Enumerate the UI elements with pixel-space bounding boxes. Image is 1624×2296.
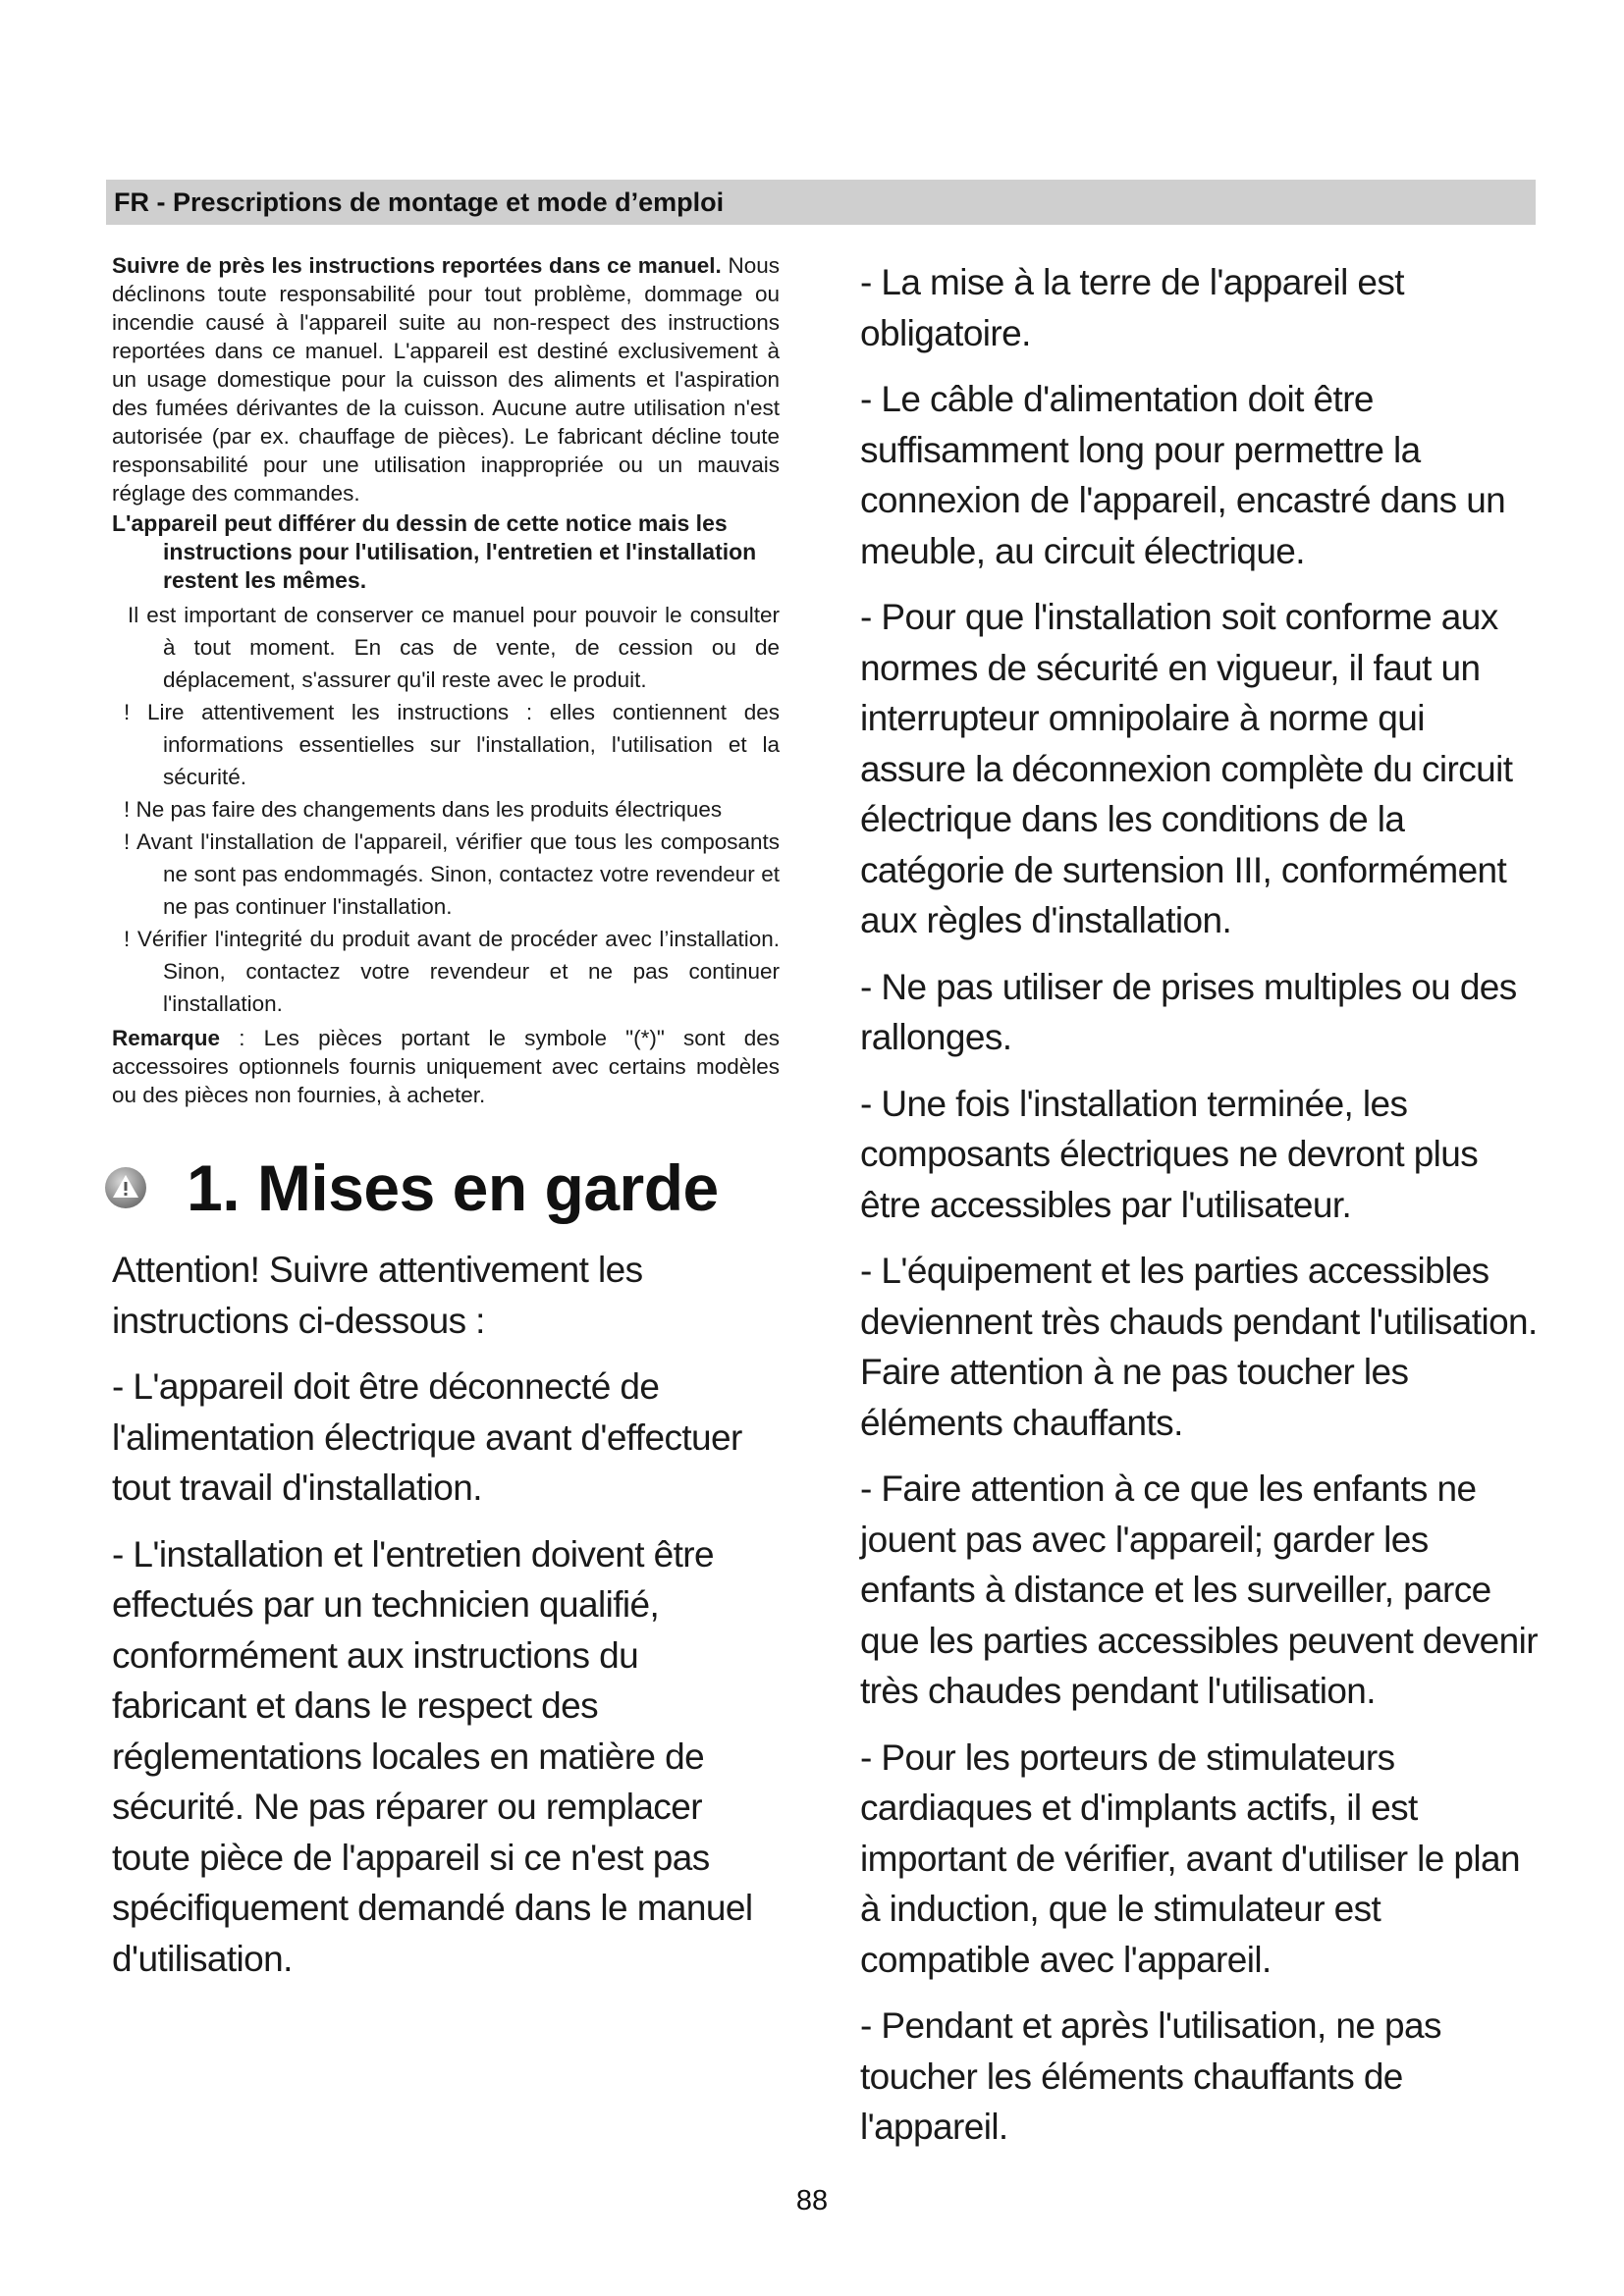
page-header-title: FR - Prescriptions de montage et mode d’emploi xyxy=(114,187,725,217)
right-paragraph-earthing: - La mise à la terre de l'appareil est obligatoire. xyxy=(860,262,1404,353)
list-item xyxy=(112,826,780,923)
left-column xyxy=(112,251,780,2000)
note-mark: ! xyxy=(124,927,131,951)
note-mark: ! xyxy=(124,829,131,854)
page-header-bar xyxy=(106,180,1536,225)
right-paragraph-heating-elements: - Pendant et après l'utilisation, ne pas toucher les éléments chauffants de l'appareil. xyxy=(860,2005,1441,2147)
right-paragraph-pacemaker: - Pour les porteurs de stimulateurs cardiaques et d'implants actifs, il est important de vérifier, avant d'utiliser le plan à induction, que le stimulateur est compatible avec l'appareil. xyxy=(860,1736,1520,1980)
right-paragraph-switch: - Pour que l'installation soit conforme aux normes de sécurité en vigueur, il faut un interrupteur omnipolaire à norme qui assure la déconnexion complète du circuit électrique dans les conditions de la catégorie de surtension III, conformément aux règles d'installation. xyxy=(860,597,1513,940)
list-item xyxy=(112,599,780,696)
list-item xyxy=(112,793,780,826)
section-title: 1. Mises en garde xyxy=(187,1151,719,1224)
bold-notice xyxy=(112,509,780,595)
right-paragraph-components: - Une fois l'installation terminée, les composants électriques ne devront plus être accessibles par l'utilisateur. xyxy=(860,1083,1479,1225)
left-paragraph-attention: Attention! Suivre attentivement les instructions ci-dessous : xyxy=(112,1250,643,1341)
section-heading xyxy=(104,1148,780,1227)
bold-notice-line1: L'appareil peut différer du dessin de cette notice mais les xyxy=(112,510,728,536)
intro-text: Nous déclinons toute responsabilité pour tout problème, dommage ou incendie causé à l'appareil suite au non-respect des instructions reportées dans ce manuel. L'appareil est destiné exclusivement à un usage domestique pour la cuisson des aliments et l'aspiration des fumées dérivantes de la cuisson. Aucune autre utilisation n'est autorisée (par ex. chauffage de pièces). Le fabricant décline toute responsabilité pour une utilisation inappropriée ou un mauvais réglage des commandes. xyxy=(112,253,780,506)
list-item xyxy=(112,923,780,1020)
right-paragraph-hot-parts: - L'équipement et les parties accessibles deviennent très chauds pendant l'utilisation. Faire attention à ne pas toucher les éléments chauffants. xyxy=(860,1251,1538,1443)
note-mark: ! xyxy=(124,700,131,724)
left-paragraph-technician: - L'installation et l'entretien doivent être effectués par un technicien qualifié, conformément aux instructions du fabricant et dans le respect des réglementations locales en matière de sécurité. Ne pas réparer ou remplacer toute pièce de l'appareil si ce n'est pas spécifiquement demandé dans le manuel d'utilisation. xyxy=(112,1533,753,1979)
right-paragraph-cable: - Le câble d'alimentation doit être suffisamment long pour permettre la connexion de l'appareil, encastré dans un meuble, au circuit électrique. xyxy=(860,379,1506,571)
right-paragraph-sockets: - Ne pas utiliser de prises multiples ou des rallonges. xyxy=(860,966,1517,1057)
right-column xyxy=(860,257,1538,2168)
intro-paragraph xyxy=(112,251,780,507)
bold-notice-line2: instructions pour l'utilisation, l'entretien et l'installation restent les mêmes. xyxy=(163,539,757,593)
remark-label: Remarque xyxy=(112,1026,221,1050)
intro-bold-lead: Suivre de près les instructions reportées dans ce manuel. xyxy=(112,253,722,278)
remark-text: : Les pièces portant le symbole "(*)" sont des accessoires optionnels fournis uniquement avec certains modèles ou des pièces non fournies, à acheter. xyxy=(112,1026,780,1107)
note-mark: ! xyxy=(124,797,131,822)
page-number: 88 xyxy=(795,2185,829,2216)
notes-list xyxy=(112,599,780,1020)
right-paragraph-children: - Faire attention à ce que les enfants ne jouent pas avec l'appareil; garder les enfants à distance et les surveiller, parce que les parties accessibles peuvent devenir très chaudes pendant l'utilisation. xyxy=(860,1468,1538,1711)
note-text: Ne pas faire des changements dans les produits électriques xyxy=(135,797,723,822)
note-text: Lire attentivement les instructions : elles contiennent des informations essentielles sur l'installation, l'utilisation et la sécurité. xyxy=(146,700,780,789)
remark-paragraph xyxy=(112,1024,780,1109)
list-item xyxy=(112,696,780,793)
note-text: Il est important de conserver ce manuel pour pouvoir le consulter à tout moment. En cas de vente, de cession ou de déplacement, s'assurer qu'il reste avec le produit. xyxy=(128,603,780,692)
note-text: Vérifier l'integrité du produit avant de procéder avec l’installation. Sinon, contactez votre revendeur et ne pas continuer l'installation. xyxy=(136,927,780,1016)
note-text: Avant l'installation de l'appareil, vérifier que tous les composants ne sont pas endommagés. Sinon, contactez votre revendeur et ne pas continuer l'installation. xyxy=(136,829,781,919)
left-paragraph-disconnect: - L'appareil doit être déconnecté de l'alimentation électrique avant d'effectuer tout travail d'installation. xyxy=(112,1366,742,1508)
warning-triangle-icon xyxy=(104,1166,147,1209)
